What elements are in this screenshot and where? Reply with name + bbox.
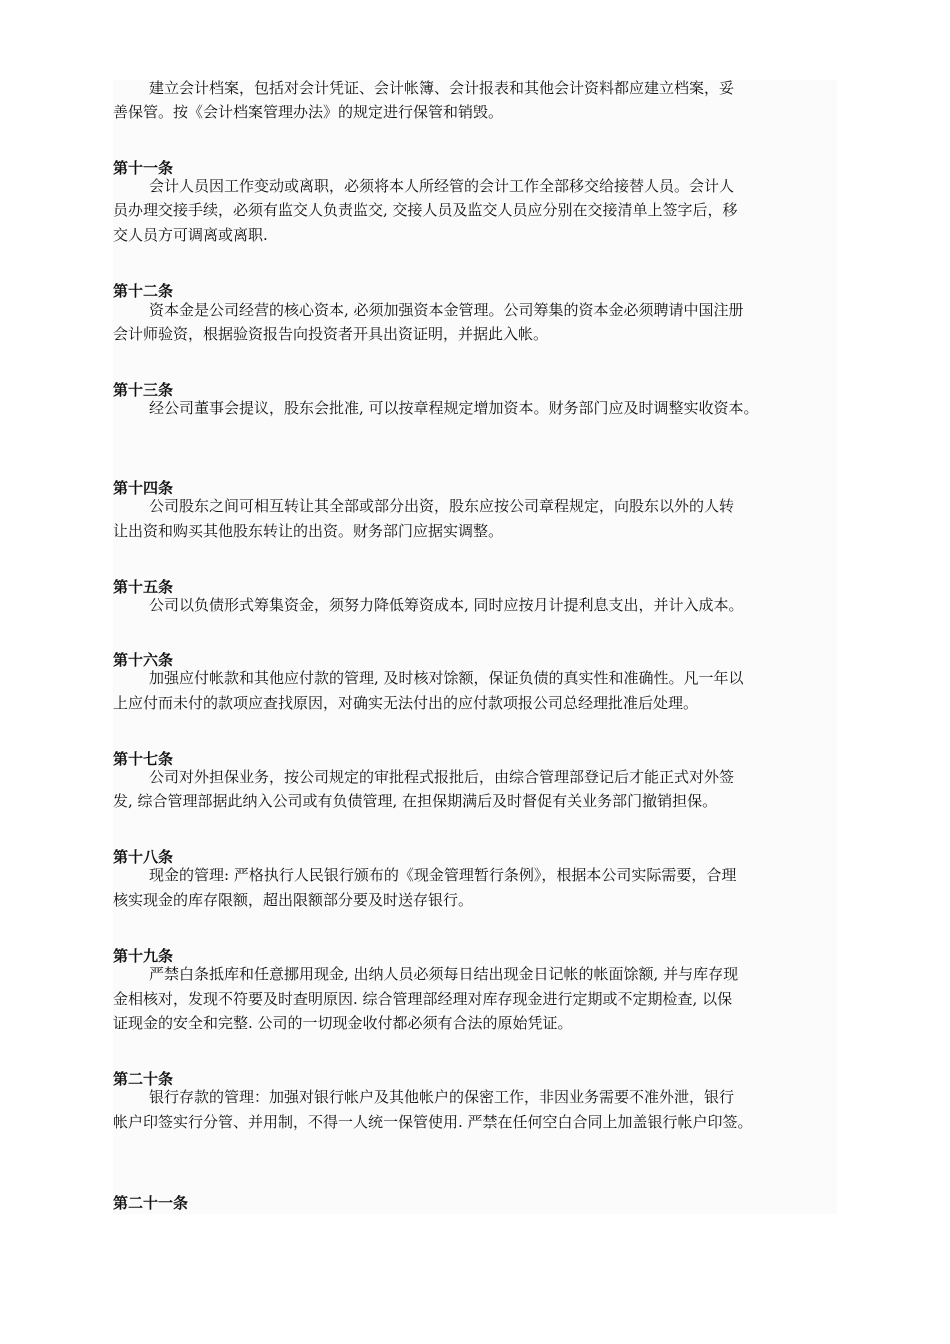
paragraph-line: 会计师验资，根据验资报告向投资者开具出资证明，并据此入帐。 — [113, 325, 549, 343]
paragraph-line: 核实现金的库存限额，超出限额部分要及时送存银行。 — [113, 891, 474, 909]
paragraph-line: 金相核对，发现不符要及时查明原因. 综合管理部经理对库存现金进行定期或不定期检查, 以保 — [113, 990, 733, 1008]
article-heading: 第十八条 — [113, 848, 174, 866]
paragraph-first-line: 加强应付帐款和其他应付款的管理, 及时核对馀额，保证负债的真实性和准确性。凡一年以 — [149, 669, 744, 687]
article-heading: 第十七条 — [113, 750, 174, 768]
paragraph-first-line: 公司对外担保业务，按公司规定的审批程式报批后，由综合管理部登记后才能正式对外签 — [149, 768, 735, 786]
article-heading: 第十二条 — [113, 282, 174, 300]
paragraph-first-line: 严禁白条抵库和任意挪用现金, 出纳人员必须每日结出现金日记帐的帐面馀额, 并与库存现 — [149, 965, 739, 983]
paragraph-line: 证现金的安全和完整. 公司的一切现金收付都必须有合法的原始凭证。 — [113, 1014, 573, 1032]
article-heading: 第十四条 — [113, 479, 174, 497]
paragraph-line: 交人员方可调离或离职. — [113, 226, 268, 244]
paragraph-first-line: 公司股东之间可相互转让其全部或部分出资，股东应按公司章程规定，向股东以外的人转 — [149, 497, 735, 515]
paragraph-first-line: 建立会计档案，包括对会计凭证、会计帐簿、会计报表和其他会计资料都应建立档案，妥 — [149, 79, 735, 97]
document-page — [113, 80, 837, 1214]
paragraph-line: 发, 综合管理部据此纳入公司或有负债管理, 在担保期满后及时督促有关业务部门撤销担保。 — [113, 792, 718, 810]
article-heading: 第十一条 — [113, 159, 174, 177]
article-heading: 第十三条 — [113, 381, 174, 399]
article-heading: 第十六条 — [113, 651, 174, 669]
article-heading: 第二十一条 — [113, 1194, 189, 1212]
paragraph-first-line: 资本金是公司经营的核心资本, 必须加强资本金管理。公司筹集的资本金必须聘请中国注册 — [149, 301, 744, 319]
paragraph-line: 善保管。按《会计档案管理办法》的规定进行保管和销毁。 — [113, 103, 504, 121]
paragraph-first-line: 现金的管理: 严格执行人民银行颁布的《现金管理暂行条例》，根据本公司实际需要，合理 — [149, 866, 737, 884]
article-heading: 第十五条 — [113, 578, 174, 596]
paragraph-line: 员办理交接手续，必须有监交人负责监交, 交接人员及监交人员应分别在交接清单上签字后，移 — [113, 201, 738, 219]
paragraph-line: 上应付而未付的款项应查找原因，对确实无法付出的应付款项报公司总经理批准后处理。 — [113, 694, 699, 712]
paragraph-line: 让出资和购买其他股东转让的出资。财务部门应据实调整。 — [113, 522, 504, 540]
article-heading: 第十九条 — [113, 947, 174, 965]
paragraph-line: 帐户印签实行分管、并用制，不得一人统一保管使用. 严禁在任何空白合同上加盖银行帐户印签。 — [113, 1113, 753, 1131]
paragraph-first-line: 公司以负债形式筹集资金，须努力降低筹资成本, 同时应按月计提利息支出，并计入成本。 — [149, 596, 744, 614]
paragraph-first-line: 经公司董事会提议，股东会批准, 可以按章程规定增加资本。财务部门应及时调整实收资本。 — [149, 399, 759, 417]
paragraph-first-line: 会计人员因工作变动或离职，必须将本人所经管的会计工作全部移交给接替人员。会计人 — [149, 177, 735, 195]
article-heading: 第二十条 — [113, 1070, 174, 1088]
paragraph-first-line: 银行存款的管理：加强对银行帐户及其他帐户的保密工作，非因业务需要不准外泄，银行 — [149, 1088, 735, 1106]
